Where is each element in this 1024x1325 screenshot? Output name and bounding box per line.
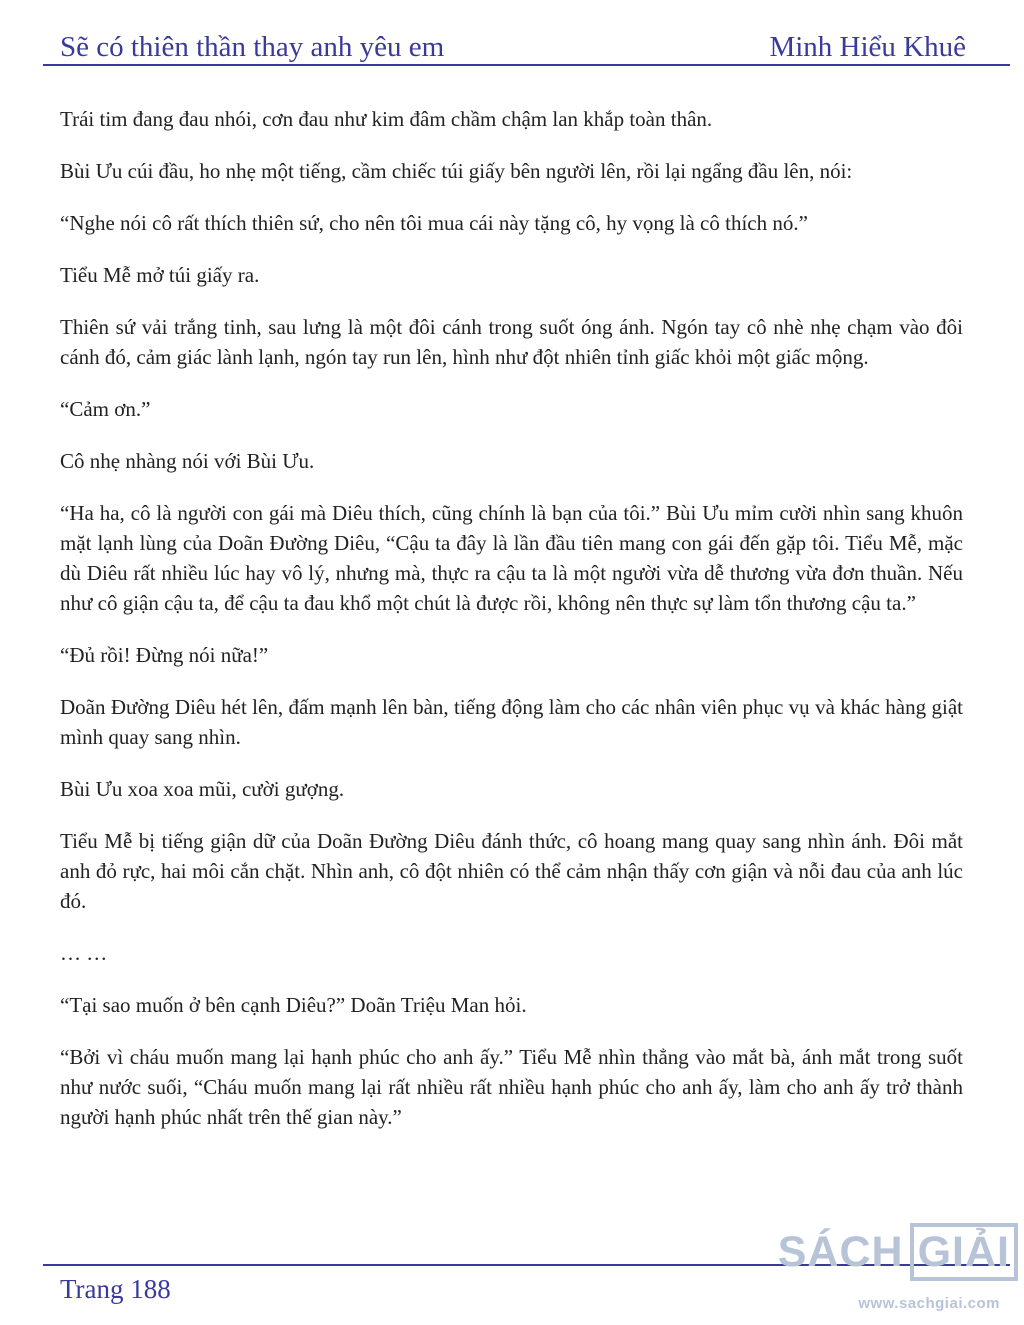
paragraph: … … (60, 941, 108, 965)
watermark-logo-text: SÁCH (777, 1227, 904, 1276)
paragraph: Bùi Ưu cúi đầu, ho nhẹ một tiếng, cầm chiếc túi giấy bên người lên, rồi lại ngẩng đầu lên, nói: (60, 159, 853, 183)
paragraph: “Tại sao muốn ở bên cạnh Diêu?” Doãn Triệu Man hỏi. (60, 993, 527, 1017)
paragraph: Bùi Ưu xoa xoa mũi, cười gượng. (60, 777, 345, 801)
watermark-logo (778, 1223, 1018, 1281)
paragraph: Thiên sứ vải trắng tinh, sau lưng là một đôi cánh trong suốt óng ánh. Ngón tay cô nhè nhẹ chạm vào đôi cánh đó, cảm giác lành lạnh, ngón tay run lên, hình như đột nhiên tỉnh giấc khỏi một giấc mộng. (60, 315, 963, 369)
header-divider (43, 64, 1010, 66)
paragraph: Tiểu Mễ bị tiếng giận dữ của Doãn Đường Diêu đánh thức, cô hoang mang quay sang nhìn ánh. Đôi mắt anh đỏ rực, hai môi cắn chặt. Nhìn anh, cô đột nhiên có thể cảm nhận thấy cơn giận và nỗi đau của anh lúc đó. (60, 829, 963, 913)
page-body (60, 104, 963, 1154)
watermark-logo-box: GIẢI (910, 1223, 1018, 1281)
paragraph: “Bởi vì cháu muốn mang lại hạnh phúc cho anh ấy.” Tiểu Mễ nhìn thẳng vào mắt bà, ánh mắt trong suốt như nước suối, “Cháu muốn mang lại rất nhiều rất nhiều hạnh phúc cho anh ấy, làm cho anh ấy trở thành người hạnh phúc nhất trên thế gian này.” (60, 1045, 963, 1129)
paragraph: “Nghe nói cô rất thích thiên sứ, cho nên tôi mua cái này tặng cô, hy vọng là cô thích nó.” (60, 211, 808, 235)
page-header (60, 24, 966, 64)
watermark-url: www.sachgiai.com (858, 1295, 1000, 1312)
paragraph: Cô nhẹ nhàng nói với Bùi Ưu. (60, 449, 315, 473)
paragraph: Tiểu Mễ mở túi giấy ra. (60, 263, 260, 287)
paragraph: Doãn Đường Diêu hét lên, đấm mạnh lên bàn, tiếng động làm cho các nhân viên phục vụ và khác hàng giật mình quay sang nhìn. (60, 695, 963, 749)
book-title: Sẽ có thiên thần thay anh yêu em (60, 31, 445, 63)
page-number: Trang 188 (60, 1274, 171, 1304)
paragraph: “Cảm ơn.” (60, 397, 151, 421)
author-name: Minh Hiểu Khuê (769, 31, 966, 63)
paragraph: “Đủ rồi! Đừng nói nữa!” (60, 643, 269, 667)
paragraph: “Ha ha, cô là người con gái mà Diêu thích, cũng chính là bạn của tôi.” Bùi Ưu mỉm cười nhìn sang khuôn mặt lạnh lùng của Doãn Đường Diêu, “Cậu ta đây là lần đầu tiên mang con gái đến gặp tôi. Tiểu Mễ, mặc dù Diêu rất nhiều lúc hay vô lý, nhưng mà, thực ra cậu ta là một người vừa dễ thương vừa đơn thuần. Nếu như cô giận cậu ta, để cậu ta đau khổ một chút là được rồi, không nên thực sự làm tổn thương cậu ta.” (60, 501, 963, 615)
paragraph: Trái tim đang đau nhói, cơn đau như kim đâm chầm chậm lan khắp toàn thân. (60, 107, 713, 131)
watermark (777, 1223, 1018, 1319)
